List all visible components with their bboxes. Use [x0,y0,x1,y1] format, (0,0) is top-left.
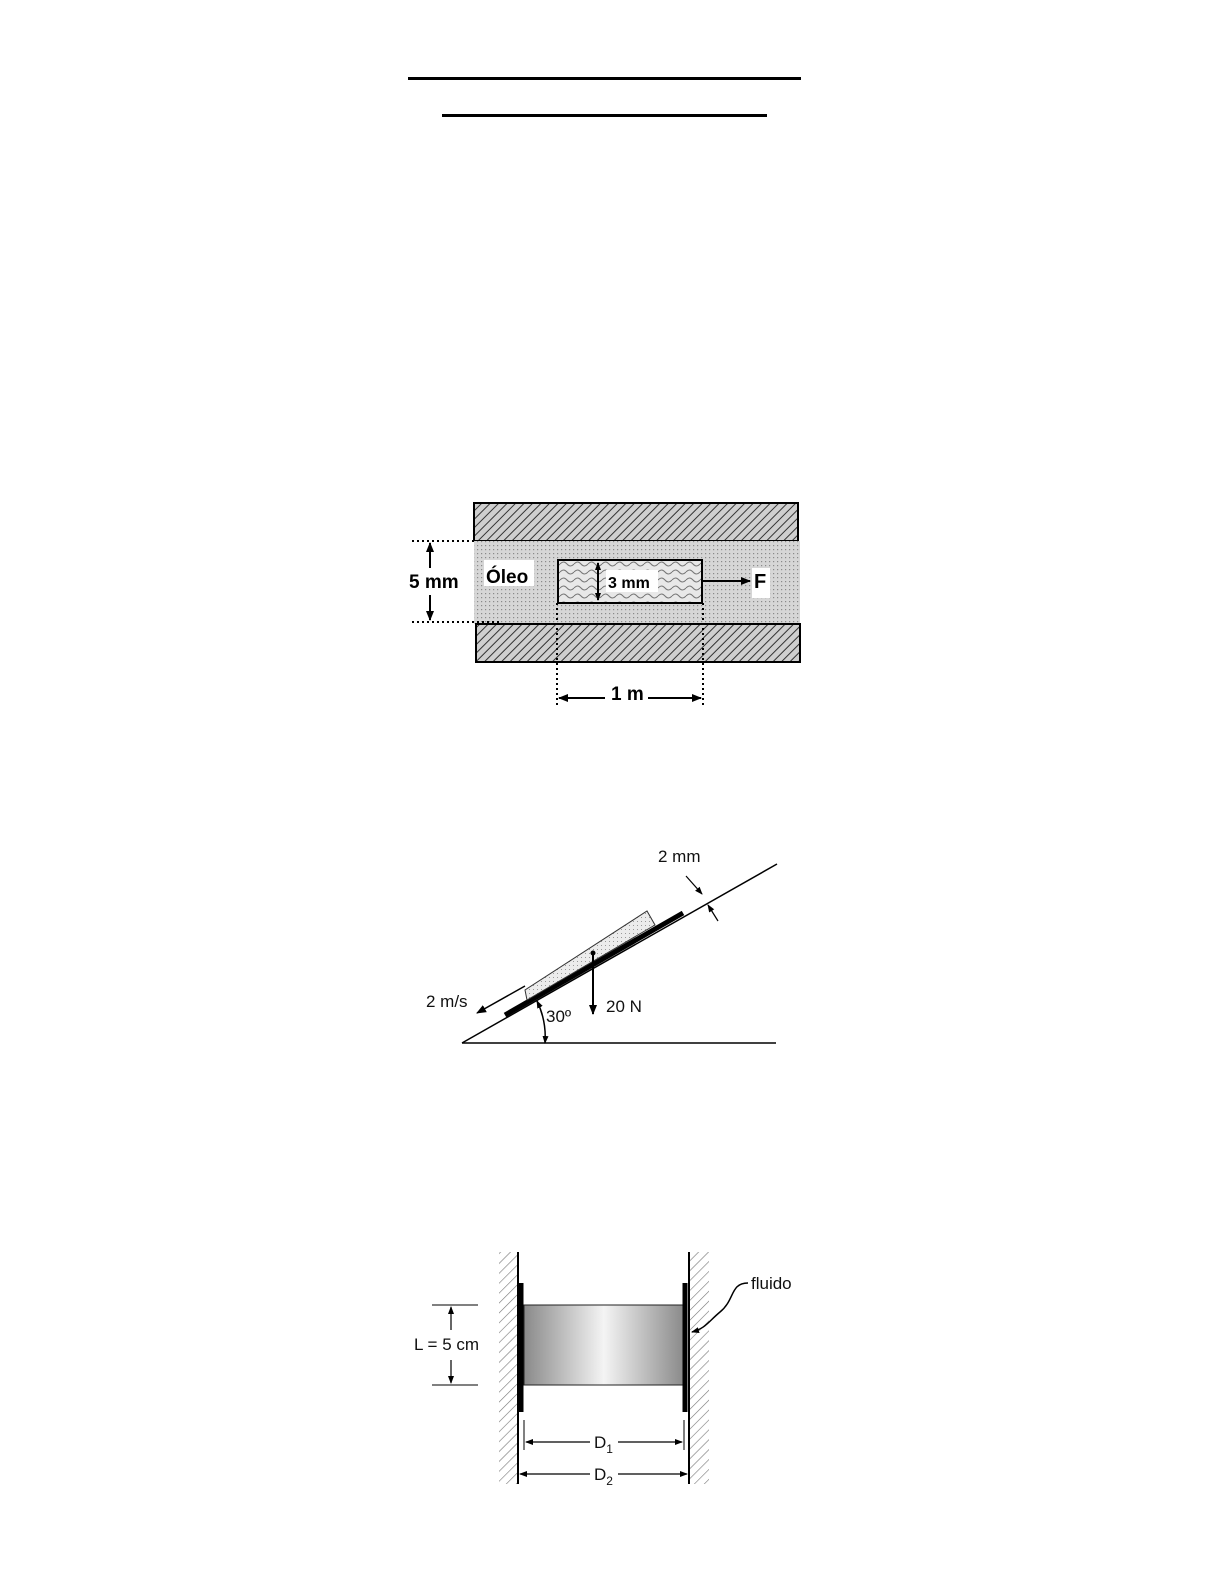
angle-label: 30º [546,1007,572,1026]
d2-label [594,1465,613,1488]
weight-label: 20 N [606,997,642,1016]
figure-oil-plates [409,503,800,706]
gap-arrow-outer [686,876,702,894]
center-of-gravity [591,951,596,956]
incline-surface [462,864,777,1043]
gap-label: 2 mm [658,847,701,866]
oil-label: Óleo [486,567,529,588]
figure-cylinder-in-tube [414,1252,792,1488]
d2-subscript: 2 [606,1474,613,1488]
fluid-label: fluido [751,1274,792,1293]
bottom-plate [476,624,800,662]
d1-subscript: 1 [606,1442,613,1456]
d2-letter: D [594,1465,607,1484]
gap-arrow-inner [708,905,718,921]
length-label: 1 m [611,684,644,705]
gap-label: 5 mm [409,572,459,593]
left-wall [499,1252,518,1484]
sliding-block [525,911,655,1000]
length-label: L = 5 cm [414,1335,480,1354]
right-wall [689,1252,709,1484]
force-label: F [754,571,767,593]
angle-arc [537,1001,545,1043]
figure-inclined-plane [426,847,777,1043]
cylinder [524,1305,684,1385]
d1-label [594,1433,613,1456]
top-plate [474,503,798,541]
velocity-label: 2 m/s [426,992,468,1011]
block-height-label: 3 mm [608,575,650,592]
d1-letter: D [594,1433,607,1452]
